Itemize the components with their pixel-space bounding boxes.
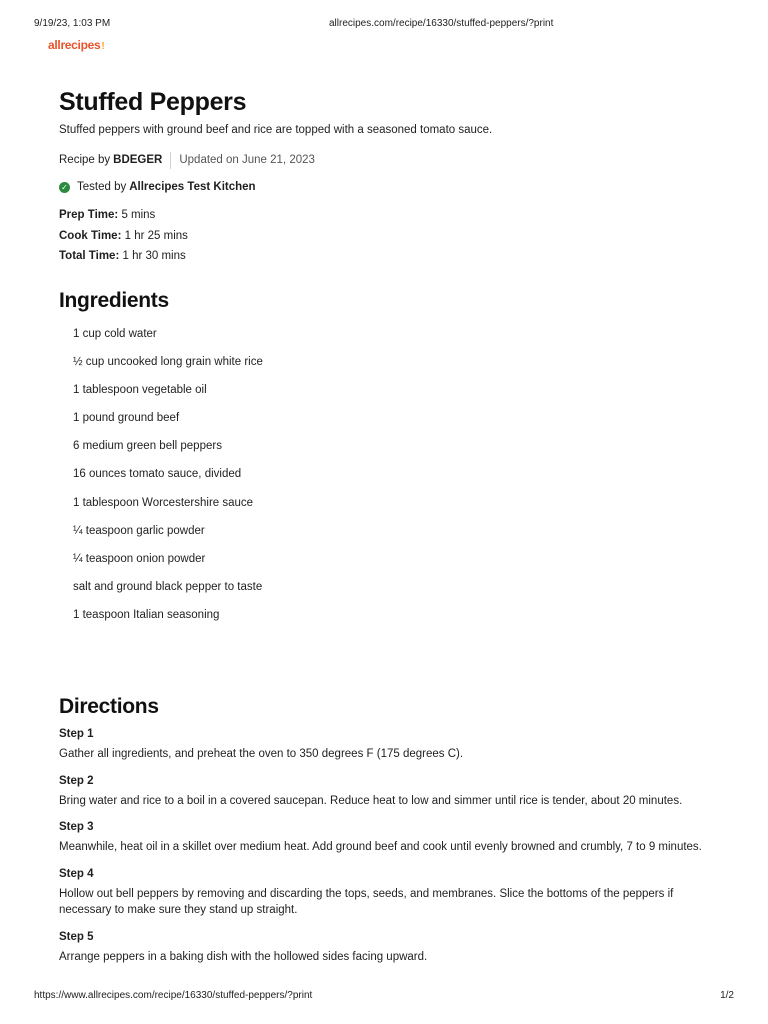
logo-text: allrecipes xyxy=(48,38,101,52)
ingredient-item: 1 cup cold water xyxy=(73,328,157,340)
step-text: Bring water and rice to a boil in a covered saucepan. Reduce heat to low and simmer until rice is tender, about 20 minutes. xyxy=(59,794,683,807)
step-text: Gather all ingredients, and preheat the oven to 350 degrees F (175 degrees C). xyxy=(59,748,464,760)
ingredient-item: salt and ground black pepper to taste xyxy=(73,580,263,593)
ingredient-item: ¼ teaspoon onion powder xyxy=(73,552,206,565)
ingredient-item: 6 medium green bell peppers xyxy=(73,440,222,453)
step-text: Meanwhile, heat oil in a skillet over medium heat. Add ground beef and cook until evenly browned and crumbly, 7 to 9 minutes. xyxy=(59,841,702,853)
step-label: Step 1 xyxy=(59,728,94,740)
direction-step xyxy=(59,726,719,763)
recipe-times xyxy=(59,205,719,267)
prep-time xyxy=(59,205,719,226)
ingredient-item: ¼ teaspoon garlic powder xyxy=(73,524,205,537)
step-text: Arrange peppers in a baking dish with the hollowed sides facing upward. xyxy=(59,950,428,963)
byline-divider xyxy=(170,152,171,169)
step-label: Step 3 xyxy=(59,821,94,833)
print-footer xyxy=(34,990,734,1004)
ingredients-heading: Ingredients xyxy=(59,289,169,312)
time-label: Cook Time: xyxy=(59,229,122,242)
recipe-header xyxy=(59,86,719,267)
direction-step xyxy=(59,819,719,856)
total-time xyxy=(59,246,719,267)
direction-step xyxy=(59,773,719,810)
updated-date: Updated on June 21, 2023 xyxy=(179,154,315,166)
allrecipes-logo[interactable] xyxy=(48,38,104,52)
print-header xyxy=(34,18,734,32)
author-link[interactable]: BDEGER xyxy=(113,154,163,166)
time-label: Prep Time: xyxy=(59,209,119,221)
page-number: 1/2 xyxy=(720,990,734,1001)
step-label: Step 4 xyxy=(59,867,94,880)
directions-steps xyxy=(59,726,719,975)
ingredient-item: 1 tablespoon vegetable oil xyxy=(73,384,207,397)
directions-heading: Directions xyxy=(59,695,159,718)
print-datetime: 9/19/23, 1:03 PM xyxy=(34,18,111,29)
tested-by xyxy=(59,179,719,195)
tested-by-link[interactable]: Allrecipes Test Kitchen xyxy=(129,181,256,193)
time-value: 5 mins xyxy=(121,209,156,221)
ingredients-list xyxy=(73,325,263,634)
byline-prefix: Recipe by xyxy=(59,154,111,166)
time-label: Total Time: xyxy=(59,250,120,262)
logo-mark: ! xyxy=(101,41,105,52)
time-value: 1 hr 30 mins xyxy=(122,250,186,262)
print-header-url: allrecipes.com/recipe/16330/stuffed-peppers/?print xyxy=(329,18,554,29)
ingredient-item: 1 teaspoon Italian seasoning xyxy=(73,608,220,621)
time-value: 1 hr 25 mins xyxy=(124,229,188,242)
cook-time xyxy=(59,226,719,247)
ingredient-item: 1 pound ground beef xyxy=(73,412,180,425)
ingredient-item: 1 tablespoon Worcestershire sauce xyxy=(73,496,254,509)
check-badge-icon: ✓ xyxy=(59,182,70,193)
byline xyxy=(59,152,719,168)
print-footer-url: https://www.allrecipes.com/recipe/16330/stuffed-peppers/?print xyxy=(34,990,313,1001)
step-label: Step 2 xyxy=(59,774,94,787)
step-label: Step 5 xyxy=(59,930,94,943)
tested-prefix: Tested by xyxy=(77,181,127,193)
recipe-summary: Stuffed peppers with ground beef and rice are topped with a seasoned tomato sauce. xyxy=(59,124,493,136)
recipe-title: Stuffed Peppers xyxy=(59,88,247,116)
direction-step xyxy=(59,866,719,919)
ingredient-item: 16 ounces tomato sauce, divided xyxy=(73,468,242,481)
direction-step xyxy=(59,929,719,966)
step-text: Hollow out bell peppers by removing and discarding the tops, seeds, and membranes. Slice the bottoms of the peppers if necessary to make sure they stand up straight. xyxy=(59,887,674,916)
ingredient-item: ½ cup uncooked long grain white rice xyxy=(73,356,263,369)
